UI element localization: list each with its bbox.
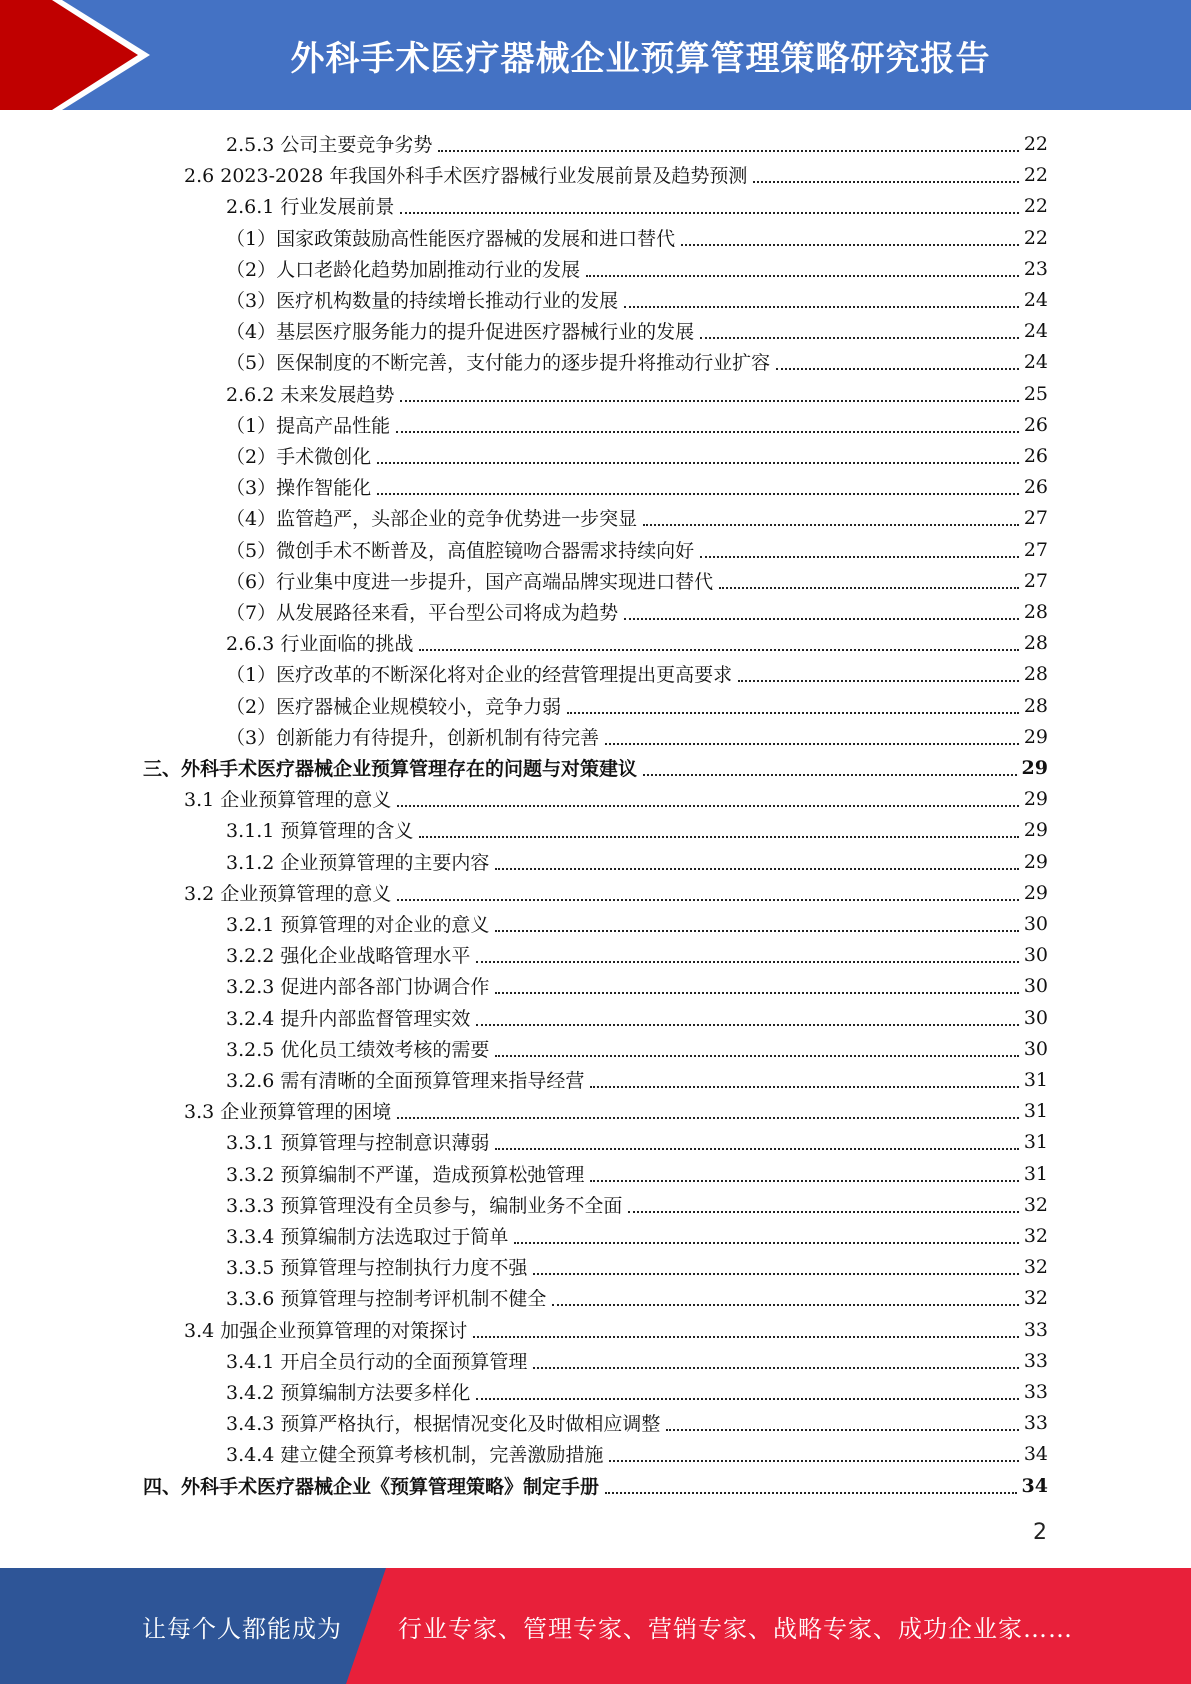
toc-entry-title: （1）提高产品性能 <box>226 415 391 437</box>
header-arrow-decoration <box>0 0 150 110</box>
toc-entry-title: （2）手术微创化 <box>226 446 372 468</box>
toc-entry[interactable] <box>184 877 1048 908</box>
toc-entry-page: 24 <box>1023 288 1048 311</box>
toc-leader-dots <box>605 723 1019 745</box>
toc-entry-page: 25 <box>1023 382 1048 405</box>
toc-entry-page: 22 <box>1023 163 1048 186</box>
toc-entry[interactable] <box>184 1095 1048 1126</box>
toc-entry-title: 2.6.3 行业面临的挑战 <box>226 633 414 655</box>
toc-entry-title: 3.3.5 预算管理与控制执行力度不强 <box>226 1257 528 1279</box>
toc-entry-page: 23 <box>1023 257 1048 280</box>
toc-leader-dots <box>476 941 1018 963</box>
toc-leader-dots <box>397 1097 1019 1119</box>
toc-leader-dots <box>533 1347 1018 1369</box>
toc-entry-page: 26 <box>1023 413 1048 436</box>
toc-leader-dots <box>590 1160 1018 1182</box>
toc-leader-dots <box>776 348 1019 370</box>
toc-leader-dots <box>605 1472 1017 1494</box>
toc-entry[interactable] <box>226 658 1048 689</box>
toc-leader-dots <box>476 1004 1018 1026</box>
toc-entry[interactable] <box>226 721 1048 752</box>
toc-entry[interactable] <box>184 783 1048 814</box>
toc-entry-title: 3.3.2 预算编制不严谨，造成预算松弛管理 <box>226 1164 585 1186</box>
toc-entry[interactable] <box>226 378 1048 409</box>
toc-entry[interactable] <box>226 1407 1048 1438</box>
toc-entry-page: 24 <box>1023 319 1048 342</box>
toc-entry-page: 32 <box>1023 1193 1048 1216</box>
toc-leader-dots <box>738 660 1019 682</box>
toc-leader-dots <box>419 816 1018 838</box>
toc-entry-page: 33 <box>1023 1380 1048 1403</box>
toc-entry-title: （4）监管趋严，头部企业的竞争优势进一步突显 <box>226 508 638 530</box>
toc-leader-dots <box>700 536 1019 558</box>
toc-leader-dots <box>609 1440 1018 1462</box>
toc-entry-page: 32 <box>1023 1286 1048 1309</box>
toc-entry-page: 28 <box>1023 662 1048 685</box>
toc-entry-page: 28 <box>1023 600 1048 623</box>
toc-entry-title: （2）医疗器械企业规模较小，竞争力弱 <box>226 696 562 718</box>
toc-entry-title: 3.2.6 需有清晰的全面预算管理来指导经营 <box>226 1070 585 1092</box>
toc-entry[interactable] <box>226 627 1048 658</box>
toc-leader-dots <box>567 692 1019 714</box>
toc-entry[interactable] <box>226 846 1048 877</box>
toc-entry-title: 四、外科手术医疗器械企业《预算管理策略》制定手册 <box>143 1476 600 1498</box>
toc-leader-dots <box>719 567 1019 589</box>
toc-entry-title: 3.2.4 提升内部监督管理实效 <box>226 1008 471 1030</box>
toc-entry-title: （2）人口老龄化趋势加剧推动行业的发展 <box>226 259 581 281</box>
toc-entry[interactable] <box>226 471 1048 502</box>
toc-entry[interactable] <box>226 1158 1048 1189</box>
toc-entry[interactable] <box>226 284 1048 315</box>
toc-entry-page: 26 <box>1023 444 1048 467</box>
toc-entry-title: 3.3.6 预算管理与控制考评机制不健全 <box>226 1288 547 1310</box>
toc-entry[interactable] <box>226 565 1048 596</box>
toc-entry-title: 2.6.2 未来发展趋势 <box>226 384 395 406</box>
toc-entry-title: （6）行业集中度进一步提升，国产高端品牌实现进口替代 <box>226 571 714 593</box>
toc-entry[interactable] <box>226 970 1048 1001</box>
toc-entry[interactable] <box>226 190 1048 221</box>
toc-entry[interactable] <box>226 1438 1048 1469</box>
toc-entry-title: （5）微创手术不断普及，高值腔镜吻合器需求持续向好 <box>226 540 695 562</box>
toc-entry-page: 29 <box>1023 787 1048 810</box>
toc-entry-page: 33 <box>1023 1349 1048 1372</box>
toc-leader-dots <box>552 1284 1018 1306</box>
toc-entry-page: 30 <box>1023 943 1048 966</box>
toc-entry-page: 28 <box>1023 631 1048 654</box>
toc-leader-dots <box>397 879 1019 901</box>
toc-entry-page: 34 <box>1023 1442 1048 1465</box>
toc-entry-page: 22 <box>1023 226 1048 249</box>
toc-entry[interactable] <box>184 1314 1048 1345</box>
toc-leader-dots <box>753 161 1018 183</box>
toc-leader-dots <box>473 1316 1019 1338</box>
toc-entry[interactable] <box>226 1376 1048 1407</box>
toc-leader-dots <box>514 1222 1018 1244</box>
toc-entry-page: 29 <box>1023 850 1048 873</box>
report-title: 外科手术医疗器械企业预算管理策略研究报告 <box>290 38 991 79</box>
toc-entry[interactable] <box>226 534 1048 565</box>
toc-entry[interactable] <box>226 346 1048 377</box>
toc-leader-dots <box>533 1253 1018 1275</box>
toc-entry-page: 31 <box>1023 1130 1048 1153</box>
toc-entry-title: （5）医保制度的不断完善，支付能力的逐步提升将推动行业扩容 <box>226 352 771 374</box>
toc-entry[interactable] <box>226 253 1048 284</box>
toc-entry-page: 29 <box>1021 756 1048 779</box>
toc-entry[interactable] <box>226 502 1048 533</box>
toc-entry-page: 22 <box>1023 194 1048 217</box>
toc-entry-page: 30 <box>1023 912 1048 935</box>
toc-leader-dots <box>666 1409 1018 1431</box>
toc-entry[interactable] <box>226 1126 1048 1157</box>
toc-entry-title: （4）基层医疗服务能力的提升促进医疗器械行业的发展 <box>226 321 695 343</box>
toc-entry-title: （7）从发展路径来看，平台型公司将成为趋势 <box>226 602 619 624</box>
toc-entry-title: 2.6.1 行业发展前景 <box>226 196 395 218</box>
toc-entry[interactable] <box>226 1282 1048 1313</box>
toc-entry-page: 22 <box>1023 132 1048 155</box>
toc-leader-dots <box>586 255 1019 277</box>
toc-leader-dots <box>495 972 1018 994</box>
toc-entry-title: 2.6 2023-2028 年我国外科手术医疗器械行业发展前景及趋势预测 <box>184 165 748 187</box>
toc-leader-dots <box>624 286 1019 308</box>
toc-entry-title: 3.1.2 企业预算管理的主要内容 <box>226 852 490 874</box>
toc-entry-title: （3）操作智能化 <box>226 477 372 499</box>
toc-entry-title: 3.3.3 预算管理没有全员参与，编制业务不全面 <box>226 1195 623 1217</box>
toc-entry[interactable] <box>226 440 1048 471</box>
toc-entry-page: 27 <box>1023 506 1048 529</box>
toc-entry[interactable] <box>143 752 1048 783</box>
toc-leader-dots <box>495 1128 1018 1150</box>
toc-leader-dots <box>419 629 1018 651</box>
toc-leader-dots <box>400 192 1018 214</box>
toc-entry-page: 27 <box>1023 538 1048 561</box>
toc-entry[interactable] <box>226 814 1048 845</box>
toc-leader-dots <box>400 380 1018 402</box>
toc-leader-dots <box>624 598 1019 620</box>
toc-leader-dots <box>643 504 1019 526</box>
toc-entry[interactable] <box>226 315 1048 346</box>
toc-entry-title: 3.4.1 开启全员行动的全面预算管理 <box>226 1351 528 1373</box>
toc-entry[interactable] <box>226 1002 1048 1033</box>
toc-entry-title: 3.2.1 预算管理的对企业的意义 <box>226 914 490 936</box>
toc-entry-page: 31 <box>1023 1099 1048 1122</box>
toc-leader-dots <box>495 848 1018 870</box>
toc-entry[interactable] <box>226 1064 1048 1095</box>
toc-entry-title: 3.1 企业预算管理的意义 <box>184 789 392 811</box>
toc-entry-page: 29 <box>1023 881 1048 904</box>
toc-entry-title: 3.2 企业预算管理的意义 <box>184 883 392 905</box>
toc-entry-title: 3.4.2 预算编制方法要多样化 <box>226 1382 471 1404</box>
toc-entry-title: （3）创新能力有待提升，创新机制有待完善 <box>226 727 600 749</box>
toc-entry[interactable] <box>226 939 1048 970</box>
toc-entry-page: 29 <box>1023 818 1048 841</box>
footer-slogan-left: 让每个人都能成为 <box>142 1614 342 1643</box>
toc-entry-page: 29 <box>1023 725 1048 748</box>
toc-entry[interactable] <box>226 1033 1048 1064</box>
toc-entry[interactable] <box>226 409 1048 440</box>
toc-entry-title: 3.2.5 优化员工绩效考核的需要 <box>226 1039 490 1061</box>
toc-entry[interactable] <box>226 690 1048 721</box>
toc-entry-title: 3.2.3 促进内部各部门协调合作 <box>226 976 490 998</box>
toc-leader-dots <box>495 1035 1018 1057</box>
toc-leader-dots <box>700 317 1019 339</box>
toc-entry-title: （1）医疗改革的不断深化将对企业的经营管理提出更高要求 <box>226 664 733 686</box>
toc-leader-dots <box>495 910 1018 932</box>
toc-entry-page: 34 <box>1021 1474 1048 1497</box>
toc-entry[interactable] <box>226 222 1048 253</box>
toc-entry-title: 3.3.1 预算管理与控制意识薄弱 <box>226 1132 490 1154</box>
toc-entry-page: 26 <box>1023 475 1048 498</box>
toc-entry-title: 3.4.4 建立健全预算考核机制，完善激励措施 <box>226 1444 604 1466</box>
toc-leader-dots <box>377 473 1019 495</box>
toc-leader-dots <box>377 442 1019 464</box>
page-header <box>0 0 1191 110</box>
toc-entry-page: 30 <box>1023 1037 1048 1060</box>
toc-entry-title: 3.4.3 预算严格执行，根据情况变化及时做相应调整 <box>226 1413 661 1435</box>
toc-entry-page: 28 <box>1023 694 1048 717</box>
toc-entry[interactable] <box>226 1251 1048 1282</box>
toc-entry-title: 3.3.4 预算编制方法选取过于简单 <box>226 1226 509 1248</box>
toc-entry-title: （3）医疗机构数量的持续增长推动行业的发展 <box>226 290 619 312</box>
toc-entry-title: 3.2.2 强化企业战略管理水平 <box>226 945 471 967</box>
toc-entry-title: （1）国家政策鼓励高性能医疗器械的发展和进口替代 <box>226 228 676 250</box>
toc-entry-title: 3.4 加强企业预算管理的对策探讨 <box>184 1320 468 1342</box>
toc-entry-title: 三、外科手术医疗器械企业预算管理存在的问题与对策建议 <box>143 758 638 780</box>
toc-entry-page: 33 <box>1023 1318 1048 1341</box>
toc-entry-title: 3.1.1 预算管理的含义 <box>226 820 414 842</box>
toc-leader-dots <box>590 1066 1018 1088</box>
toc-leader-dots <box>628 1191 1018 1213</box>
toc-leader-dots <box>397 785 1019 807</box>
toc-entry[interactable] <box>226 1189 1048 1220</box>
toc-entry-title: 2.5.3 公司主要竞争劣势 <box>226 134 433 156</box>
toc-entry-page: 31 <box>1023 1162 1048 1185</box>
toc-entry-title: 3.3 企业预算管理的困境 <box>184 1101 392 1123</box>
page-number: 2 <box>1033 1520 1047 1545</box>
toc-entry[interactable] <box>184 159 1048 190</box>
toc-entry-page: 32 <box>1023 1255 1048 1278</box>
toc-entry-page: 27 <box>1023 569 1048 592</box>
toc-entry[interactable] <box>226 908 1048 939</box>
toc-entry[interactable] <box>143 1470 1048 1501</box>
toc-entry-page: 24 <box>1023 350 1048 373</box>
toc-leader-dots <box>396 411 1019 433</box>
page-footer <box>0 1568 1191 1684</box>
toc-leader-dots <box>438 130 1018 152</box>
toc-entry[interactable] <box>226 596 1048 627</box>
toc-entry-page: 32 <box>1023 1224 1048 1247</box>
footer-slogan-right: 行业专家、管理专家、营销专家、战略专家、成功企业家…… <box>398 1614 1073 1643</box>
toc-entry[interactable] <box>226 128 1048 159</box>
toc-entry-page: 33 <box>1023 1411 1048 1434</box>
toc-entry[interactable] <box>226 1345 1048 1376</box>
toc-leader-dots <box>643 754 1017 776</box>
toc-entry[interactable] <box>226 1220 1048 1251</box>
toc-entry-page: 31 <box>1023 1068 1048 1091</box>
toc-leader-dots <box>476 1378 1018 1400</box>
toc-leader-dots <box>681 224 1019 246</box>
toc-entry-page: 30 <box>1023 974 1048 997</box>
toc-entry-page: 30 <box>1023 1006 1048 1029</box>
